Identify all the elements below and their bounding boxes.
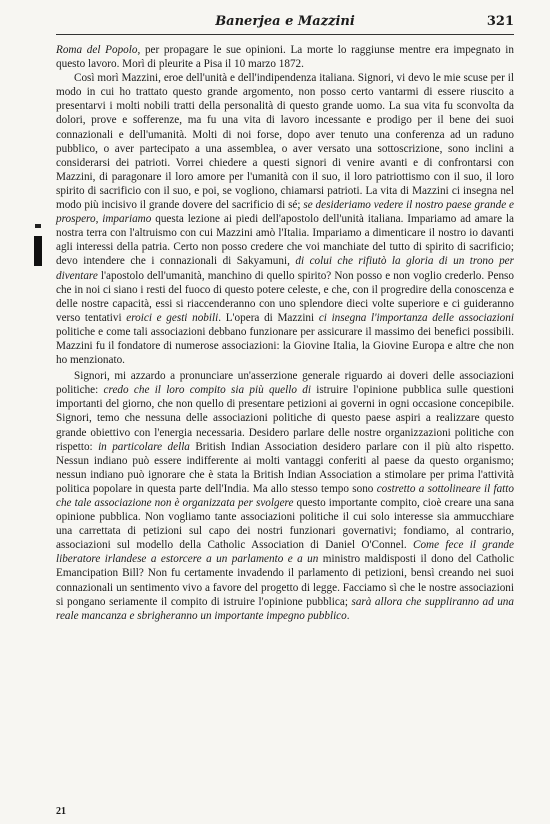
paragraph-1: [56, 43, 514, 71]
italic-run: credo che il loro compito sia più quello di: [103, 384, 311, 397]
text-run: Signori, vi devo le mie scuse per il modo in cui ho trattato questo grande argomento, non posso certo vantarmi di essere riuscito a presentarvi i molti nobili tratti della personalità di questo grande uomo. La sua vita fu sconvolta da dolori, prove e sofferenze, ma fu una vita di lavoro incessante e prodigo per il bene dei suoi connazionali e dell'umanità. Molti di noi forse, dopo aver tenuto una conferenza ad un raduno pubblico, o aver partecipato a una assemblea, o aver versato una sottoscrizione, sono inclini a considerarsi dei patrioti. Vorrei chiedere a questi signori di venire avanti e di confrontarsi con Mazzini, di paragonare il loro amore per l'umanità con il suo, il loro patriottismo con il suo, il loro spirito di sacrificio con il suo, e poi, se vogliono, chiamarsi patrioti. La vita di Mazzini ci insegna nel modo più incisivo il grande dovere del sacrificio di sé;: [56, 72, 514, 212]
italic-run: eroici e gesti nobili: [126, 311, 219, 324]
printer-signature: 21: [56, 806, 66, 817]
margin-mark: [34, 236, 42, 266]
page-number: 321: [486, 14, 514, 29]
italic-run: costretto a sottolineare il fatto che tale associazione non è organizzata per svolgere: [56, 482, 514, 509]
italic-run: Roma del Popolo: [56, 44, 138, 56]
text-run: Signori, mi azzardo a pronunciare un'asserzione generale riguardo ai doveri delle associazioni politiche:: [56, 370, 514, 397]
text-run: ministro maldisposti il dono del Catholic Emancipation Bill? Non fu certamente invadendo il parlamento di petizioni, bensì creando nei suoi connazionali un sentimento vivo a favore del progetto di legge. Facciamo sì che le nostre associazioni si pongano seriamente il compito di istruire l'opinione pubblica;: [56, 553, 514, 608]
italic-run: Come fece il grande liberatore irlandese a estorcere a un parlamento e a un: [56, 539, 514, 566]
paragraph-3: [56, 369, 514, 623]
text-run: .: [346, 609, 350, 622]
text-run: istruire l'opinione pubblica sulle questioni importanti del giorno, che non quello di presentare petizioni ai governi in ogni occasione concepibile. Signori, temo che nessuna delle associazioni politiche di questo paese aspiri a realizzare questo grande obiettivo con l'energia necessaria. Desidero parlare delle nostre organizzazioni politiche con rispetto:: [56, 384, 515, 453]
running-header: [56, 12, 514, 35]
italic-run: in particolare della: [98, 440, 190, 453]
body-text: [56, 43, 514, 623]
text-run: politiche e come tali associazioni debbano funzionare per assicurare il massimo dei benefici possibili. Mazzini fu il fondatore di numerose associazioni: la Giovine Italia, la Giovine Europa e altre che non ho menzionato.: [56, 325, 514, 367]
italic-run: ci insegna l'importanza delle associazioni: [318, 311, 514, 324]
running-title: Banerjea e Mazzini: [215, 14, 355, 29]
text-run: l'apostolo dell'umanità, manchino di quello spirito? Non posso e non voglio crederlo. Penso che in noi ci siano i resti del fuoco di questo potere celeste, e che, con il progredire della conoscenza e delle nostre capacità, essi si riaccenderanno con uno splendore dieci volte superiore e ci guideranno verso tentativi: [56, 269, 514, 324]
italic-run: di colui che rifiutò la gloria di un trono per diventare: [56, 255, 514, 282]
text-run: questo importante compito, cioè creare una sana opinione pubblica. Non vogliamo tante associazioni politiche il cui solo interesse sia ammucchiare una carrettata di petizioni sul capo dei nostri funzionari governativi; fondiamo, al contrario, associazioni sul modello della Catholic Association di Daniel O'Connel.: [56, 497, 514, 552]
text-run: questa lezione ai piedi dell'apostolo dell'unità italiana. Impariamo ad amare la nostra terra con l'altruismo con cui Mazzini amò l'Italia. Impariamo a dimenticare il nostro io davanti agli interessi della patria. Certo non posso credere che voi manchiate del tutto di spirito di sacrificio; devo intendere che i connazionali di Sakyamuni,: [56, 213, 514, 268]
text-run: . L'opera di Mazzini: [218, 311, 319, 324]
text-run: , per propagare le sue opinioni. La morte lo raggiunse mentre era impegnato in questo lavoro. Morì di pleurite a Pisa il 10 marzo 1872.: [56, 44, 514, 71]
text-run: British Indian Association desidero parlare con il più alto rispetto. Nessun indiano può essere indifferente ai molti vantaggi conferiti al paese da questo organismo; nessun indiano può ignorare che è stata la British Indian Association a stimolare per prima l'attività politica popolare in questa parte dell'India. Ma allo stesso tempo sono: [56, 440, 514, 495]
italic-run: sarà allora che suppliranno ad una reale mancanza e sbrigheranno un importante impegno pubblico: [56, 595, 514, 622]
paragraph-2: [56, 71, 514, 367]
italic-run: se desideriamo vedere il nostro paese grande e prospero, impariamo: [56, 199, 514, 226]
text-run: Così morì Mazzini, eroe dell'unità e dell'indipendenza italiana.: [74, 72, 358, 85]
